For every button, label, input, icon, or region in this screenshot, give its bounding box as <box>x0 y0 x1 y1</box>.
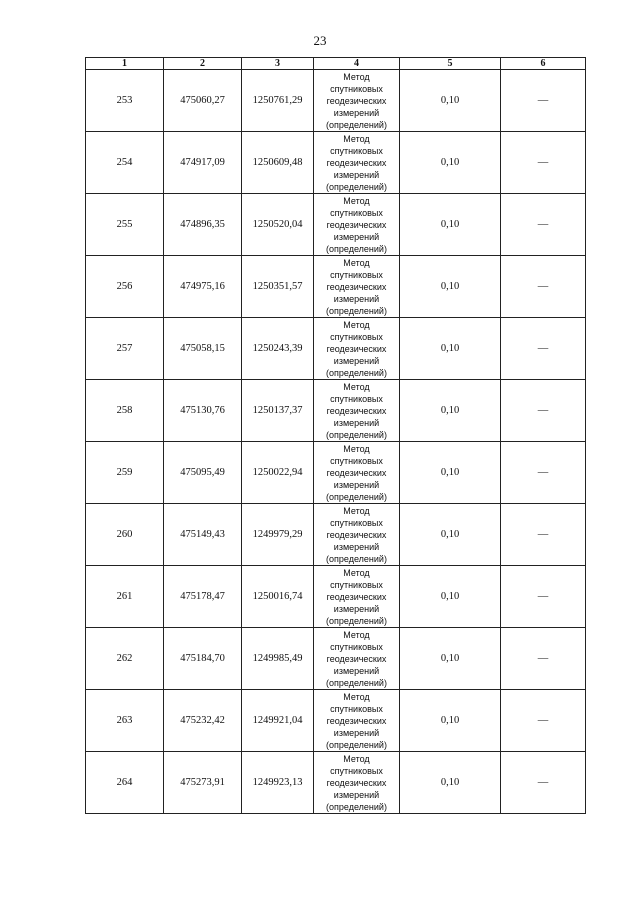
x-coordinate-cell: 474896,35 <box>164 194 242 256</box>
point-number-cell: 253 <box>86 70 164 132</box>
column-header-2: 2 <box>164 58 242 70</box>
method-line: спутниковых <box>330 393 383 404</box>
method-cell <box>314 690 400 752</box>
accuracy-cell: 0,10 <box>400 256 501 318</box>
method-line: спутниковых <box>330 269 383 280</box>
method-line: (определений) <box>326 615 387 626</box>
table-row <box>86 566 586 628</box>
method-line: Метод <box>343 195 370 206</box>
x-coordinate-cell: 474917,09 <box>164 132 242 194</box>
method-cell <box>314 194 400 256</box>
y-coordinate-cell: 1250351,57 <box>242 256 314 318</box>
method-line: измерений <box>333 293 380 304</box>
method-line: (определений) <box>326 553 387 564</box>
method-line: (определений) <box>326 305 387 316</box>
method-line: Метод <box>343 753 370 764</box>
method-line: спутниковых <box>330 517 383 528</box>
method-line: (определений) <box>326 491 387 502</box>
note-cell: — <box>501 318 586 380</box>
method-line: геодезических <box>326 715 387 726</box>
table-row <box>86 380 586 442</box>
point-number-cell: 256 <box>86 256 164 318</box>
note-cell: — <box>501 504 586 566</box>
method-line: (определений) <box>326 119 387 130</box>
x-coordinate-cell: 475095,49 <box>164 442 242 504</box>
note-cell: — <box>501 70 586 132</box>
accuracy-cell: 0,10 <box>400 442 501 504</box>
point-number-cell: 264 <box>86 752 164 814</box>
column-header-3: 3 <box>242 58 314 70</box>
note-cell: — <box>501 380 586 442</box>
method-line: Метод <box>343 505 370 516</box>
method-line: Метод <box>343 691 370 702</box>
method-line: измерений <box>333 107 380 118</box>
method-line: геодезических <box>326 95 387 106</box>
table-row <box>86 504 586 566</box>
point-number-cell: 254 <box>86 132 164 194</box>
method-cell <box>314 256 400 318</box>
method-cell <box>314 566 400 628</box>
method-line: Метод <box>343 629 370 640</box>
method-line: Метод <box>343 567 370 578</box>
column-header-6: 6 <box>501 58 586 70</box>
method-line: спутниковых <box>330 331 383 342</box>
table-body <box>86 70 586 814</box>
method-line: измерений <box>333 541 380 552</box>
x-coordinate-cell: 475060,27 <box>164 70 242 132</box>
method-line: измерений <box>333 231 380 242</box>
method-line: геодезических <box>326 281 387 292</box>
method-line: геодезических <box>326 777 387 788</box>
method-line: (определений) <box>326 429 387 440</box>
method-line: спутниковых <box>330 703 383 714</box>
method-line: Метод <box>343 133 370 144</box>
point-number-cell: 259 <box>86 442 164 504</box>
point-number-cell: 263 <box>86 690 164 752</box>
method-line: измерений <box>333 479 380 490</box>
column-header-1: 1 <box>86 58 164 70</box>
table-row <box>86 256 586 318</box>
method-cell <box>314 380 400 442</box>
method-line: Метод <box>343 443 370 454</box>
method-line: измерений <box>333 417 380 428</box>
x-coordinate-cell: 475130,76 <box>164 380 242 442</box>
x-coordinate-cell: 475058,15 <box>164 318 242 380</box>
note-cell: — <box>501 132 586 194</box>
accuracy-cell: 0,10 <box>400 132 501 194</box>
note-cell: — <box>501 442 586 504</box>
y-coordinate-cell: 1249921,04 <box>242 690 314 752</box>
x-coordinate-cell: 475149,43 <box>164 504 242 566</box>
page-number: 23 <box>313 33 327 48</box>
method-line: измерений <box>333 169 380 180</box>
table-row <box>86 318 586 380</box>
table-row <box>86 628 586 690</box>
method-line: геодезических <box>326 405 387 416</box>
accuracy-cell: 0,10 <box>400 194 501 256</box>
method-line: геодезических <box>326 343 387 354</box>
method-line: геодезических <box>326 653 387 664</box>
note-cell: — <box>501 256 586 318</box>
method-line: (определений) <box>326 181 387 192</box>
note-cell: — <box>501 566 586 628</box>
method-line: спутниковых <box>330 455 383 466</box>
table-row <box>86 690 586 752</box>
method-line: Метод <box>343 319 370 330</box>
method-line: спутниковых <box>330 765 383 776</box>
table-header <box>86 58 586 70</box>
y-coordinate-cell: 1250016,74 <box>242 566 314 628</box>
y-coordinate-cell: 1249985,49 <box>242 628 314 690</box>
y-coordinate-cell: 1250137,37 <box>242 380 314 442</box>
point-number-cell: 255 <box>86 194 164 256</box>
note-cell: — <box>501 194 586 256</box>
method-line: измерений <box>333 727 380 738</box>
method-cell <box>314 752 400 814</box>
x-coordinate-cell: 475178,47 <box>164 566 242 628</box>
accuracy-cell: 0,10 <box>400 752 501 814</box>
point-number-cell: 258 <box>86 380 164 442</box>
x-coordinate-cell: 475232,42 <box>164 690 242 752</box>
y-coordinate-cell: 1250243,39 <box>242 318 314 380</box>
method-cell <box>314 504 400 566</box>
method-line: геодезических <box>326 467 387 478</box>
y-coordinate-cell: 1250520,04 <box>242 194 314 256</box>
method-line: геодезических <box>326 591 387 602</box>
method-line: (определений) <box>326 739 387 750</box>
method-line: (определений) <box>326 243 387 254</box>
table-row <box>86 752 586 814</box>
note-cell: — <box>501 628 586 690</box>
point-number-cell: 262 <box>86 628 164 690</box>
method-line: измерений <box>333 603 380 614</box>
table-row <box>86 132 586 194</box>
point-number-cell: 260 <box>86 504 164 566</box>
y-coordinate-cell: 1250761,29 <box>242 70 314 132</box>
y-coordinate-cell: 1250022,94 <box>242 442 314 504</box>
column-header-5: 5 <box>400 58 501 70</box>
note-cell: — <box>501 752 586 814</box>
accuracy-cell: 0,10 <box>400 566 501 628</box>
method-line: геодезических <box>326 529 387 540</box>
method-cell <box>314 442 400 504</box>
method-line: спутниковых <box>330 145 383 156</box>
method-line: спутниковых <box>330 83 383 94</box>
method-line: (определений) <box>326 801 387 812</box>
method-line: Метод <box>343 71 370 82</box>
accuracy-cell: 0,10 <box>400 318 501 380</box>
point-number-cell: 261 <box>86 566 164 628</box>
coordinates-table <box>85 57 586 814</box>
header-row <box>86 58 586 70</box>
accuracy-cell: 0,10 <box>400 690 501 752</box>
method-line: измерений <box>333 789 380 800</box>
y-coordinate-cell: 1249923,13 <box>242 752 314 814</box>
method-line: геодезических <box>326 157 387 168</box>
column-header-4: 4 <box>314 58 400 70</box>
accuracy-cell: 0,10 <box>400 380 501 442</box>
method-cell <box>314 628 400 690</box>
method-cell <box>314 70 400 132</box>
method-cell <box>314 132 400 194</box>
method-line: Метод <box>343 381 370 392</box>
y-coordinate-cell: 1249979,29 <box>242 504 314 566</box>
note-cell: — <box>501 690 586 752</box>
x-coordinate-cell: 475184,70 <box>164 628 242 690</box>
y-coordinate-cell: 1250609,48 <box>242 132 314 194</box>
accuracy-cell: 0,10 <box>400 504 501 566</box>
method-line: измерений <box>333 665 380 676</box>
table-row <box>86 194 586 256</box>
method-line: геодезических <box>326 219 387 230</box>
method-line: измерений <box>333 355 380 366</box>
table-row <box>86 442 586 504</box>
method-line: Метод <box>343 257 370 268</box>
method-line: спутниковых <box>330 207 383 218</box>
x-coordinate-cell: 474975,16 <box>164 256 242 318</box>
point-number-cell: 257 <box>86 318 164 380</box>
method-line: спутниковых <box>330 641 383 652</box>
method-line: (определений) <box>326 367 387 378</box>
x-coordinate-cell: 475273,91 <box>164 752 242 814</box>
method-line: (определений) <box>326 677 387 688</box>
accuracy-cell: 0,10 <box>400 70 501 132</box>
method-line: спутниковых <box>330 579 383 590</box>
accuracy-cell: 0,10 <box>400 628 501 690</box>
method-cell <box>314 318 400 380</box>
table-row <box>86 70 586 132</box>
